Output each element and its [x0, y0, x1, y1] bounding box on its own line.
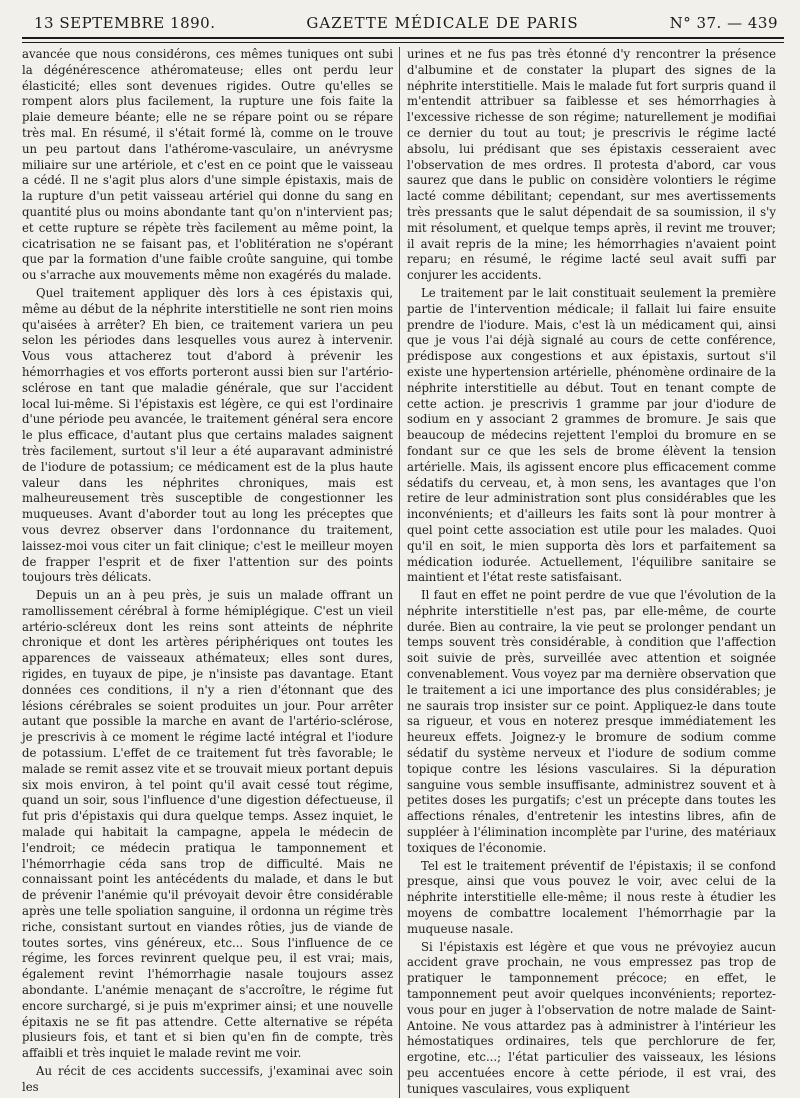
header-rule — [22, 37, 784, 43]
journal-title: GAZETTE MÉDICALE DE PARIS — [306, 14, 579, 32]
paragraph: Depuis un an à peu près, je suis un malade offrant un ramollissement cérébral à forme hémiplégique. C'est un vieil artério-scléreux dont les reins sont atteints de néphrite chronique et dont les artères périphériques ont toutes les apparences de vaisseaux athémateux; elles sont dures, rigides, en tuyaux de pipe, je n'insiste pas davantage. Etant données ces conditions, il n'y a rien d'étonnant que des lésions cérébrales se soient produites un jour. Pour arrêter autant que possible la marche en avant de l'artério-sclérose, je prescrivis à ce moment le régime lacté intégral et l'iodure de potassium. L'effet de ce traitement fut très favorable; le malade se remit assez vite et se trouvait mieux portant depuis six mois environ, à tel point qu'il avait cessé tout régime, quand un soir, sous l'influence d'une digestion défectueuse, il fut pris d'épistaxis qui dura quelque temps. Assez inquiet, le malade qui habitait la campagne, appela le médecin de l'endroit; ce médecin pratiqua le tamponnement et l'hémorrhagie céda sans trop de difficulté. Mais ne connaissant point les antécédents du malade, et dans le but de prévenir l'anémie qu'il prévoyait devoir être considérable après une telle spoliation sanguine, il ordonna un régime très riche, consistant surtout en viandes rôties, jus de viande de toutes sortes, vins généreux, etc... Sous l'influence de ce régime, les forces revinrent quelque peu, il est vrai; mais, également revint l'hémorrhagie nasale toujours assez abondante. L'anémie menaçant de s'accroître, le régime fut encore surchargé, si je puis m'exprimer ainsi; et une nouvelle épitaxis ne se fit pas attendre. Cette alternative se répéta plusieurs fois, et tant et si bien qu'en fin de compte, très affaibli et très inquiet le malade revint me voir. — [22, 588, 393, 1061]
page-header — [22, 14, 784, 32]
page-number: N° 37. — 439 — [669, 14, 778, 32]
left-column — [22, 47, 399, 1098]
paragraph: Il faut en effet ne point perdre de vue que l'évolution de la néphrite interstitielle n'est pas, par elle-même, de courte durée. Bien au contraire, la vie peut se prolonger pendant un temps souvent très considérable, à condition que l'affection soit suivie de près, surveillée avec attention et soignée convenablement. Vous voyez par ma dernière observation que le traitement a ici une importance des plus considérables; je ne saurais trop insister sur ce point. Appliquez-le dans toute sa rigueur, et vous en noterez presque immédiatement les heureux effets. Joignez-y le bromure de sodium comme sédatif du système nerveux et l'iodure de sodium comme topique contre les lésions vasculaires. Si la dépuration sanguine vous semble insuffisante, administrez souvent et à petites doses les purgatifs; c'est un précepte dans toutes les affections rénales, d'entretenir les intestins libres, afin de suppléer à l'élimination incomplète par l'urine, des matériaux toxiques de l'économie. — [407, 588, 776, 855]
text-columns — [22, 47, 784, 1098]
paragraph: Quel traitement appliquer dès lors à ces épistaxis qui, même au début de la néphrite interstitielle ne sont rien moins qu'aisées à arrêter? Eh bien, ce traitement variera un peu selon les périodes dans lesquelles vous aurez à intervenir. Vous vous attacherez tout d'abord à prévenir les hémorrhagies et vos efforts porteront aussi bien sur l'artério-sclérose en tant que maladie générale, que sur l'accident local lui-même. Si l'épistaxis est légère, ce qui est l'ordinaire d'une période peu avancée, le traitement général sera encore le plus efficace, d'autant plus que certains malades saignent très facilement, surtout s'il leur a été auparavant administré de l'iodure de potassium; ce médicament est de la plus haute valeur dans les néphrites chroniques, mais est malheureusement très susceptible de congestionner les muqueuses. Avant d'aborder tout au long les préceptes que vous devrez observer dans l'ordonnance du traitement, laissez-moi vous citer un fait clinique; c'est le meilleur moyen de frapper l'esprit et de fixer l'attention sur des points toujours très délicats. — [22, 285, 393, 585]
paragraph: Le traitement par le lait constituait seulement la première partie de l'intervention médicale; il fallait lui faire ensuite prendre de l'iodure. Mais, c'est là un médicament qui, ainsi que je vous l'ai déjà signalé au cours de cette conférence, prédispose aux congestions et aux épistaxis, surtout s'il existe une hypertension artérielle, phénomène ordinaire de la néphrite interstitielle au début. Tout en tenant compte de cette action. je prescrivis 1 gramme par jour d'iodure de sodium en y associant 2 grammes de bromure. Je sais que beaucoup de médecins rejettent l'emploi du bromure en se fondant sur ce que les sels de brome élèvent la tension artérielle. Mais, ils agissent encore plus efficacement comme sédatifs du cerveau, et, à mon sens, les avantages que l'on retire de leur administration sont plus considérables que les inconvénients; et d'ailleurs les faits sont là pour montrer à quel point cette association est utile pour les malades. Quoi qu'il en soit, le mien supporta dès lors et parfaitement sa médication iodurée. Actuellement, l'équilibre sanitaire se maintient et l'état reste satisfaisant. — [407, 285, 776, 585]
paragraph: Si l'épistaxis est légère et que vous ne prévoyiez aucun accident grave prochain, ne vous empressez pas trop de pratiquer le tamponnement précoce; en effet, le tamponnement peut avoir quelques inconvénients; reportez-vous pour en juger à l'observation de notre malade de Saint-Antoine. Ne vous attardez pas à administrer à l'intérieur les hémostatiques ordinaires, tels que perchlorure de fer, ergotine, etc...; l'état particulier des vaisseaux, les lésions peu accentuées encore à cette période, il est vrai, des tuniques vasculaires, vous expliquent — [407, 939, 776, 1096]
paragraph: avancée que nous considérons, ces mêmes tuniques ont subi la dégénérescence athéromateuse; elles ont perdu leur élasticité; elles sont devenues rigides. Outre qu'elles se rompent alors plus facilement, la rupture une fois faite la plaie demeure béante; elle ne se répare point ou se répare très mal. En résumé, il s'était formé là, comme on le trouve un peu partout dans l'athérome-vasculaire, un anévrysme miliaire sur une artériole, et c'est en ce point que le vaisseau a cédé. Il ne s'agit plus alors d'une simple épistaxis, mais de la rupture d'un petit vaisseau artériel qui donne du sang en quantité plus ou moins abondante tant qu'on n'intervient pas; et cette rupture se répète très facilement au même point, la cicatrisation ne se faisant pas, et l'oblitération ne s'opérant que par la formation d'une faible croûte sanguine, qui tombe ou s'arrache aux mouvements même non exagérés du malade. — [22, 47, 393, 283]
right-column — [399, 47, 776, 1098]
paragraph: urines et ne fus pas très étonné d'y rencontrer la présence d'albumine et de constater la plupart des signes de la néphrite interstitielle. Mais le malade fut fort surpris quand il m'entendit attribuer sa faiblesse et ses hémorrhagies à l'excessive richesse de son régime; naturellement je modifiai ce dernier du tout au tout; je prescrivis le régime lacté absolu, lui prédisant que ses épistaxis cesseraient avec l'observation de mes ordres. Il protesta d'abord, car vous saurez que dans le public on considère volontiers le régime lacté comme débilitant; cependant, sur mes avertissements très pressants que le salut dépendait de sa soumission, il s'y mit résolument, et quelque temps après, il revint me trouver; il avait repris de la mine; les hémorrhagies n'avaient point reparu; en résumé, le régime lacté seul avait suffi par conjurer les accidents. — [407, 47, 776, 283]
paragraph: Au récit de ces accidents successifs, j'examinai avec soin les — [22, 1064, 393, 1094]
issue-date: 13 SEPTEMBRE 1890. — [34, 14, 216, 32]
paragraph: Tel est le traitement préventif de l'épistaxis; il se confond presque, ainsi que vous pouvez le voir, avec celui de la néphrite interstitielle elle-même; il nous reste à étudier les moyens de combattre localement l'hémorrhagie par la muqueuse nasale. — [407, 858, 776, 936]
